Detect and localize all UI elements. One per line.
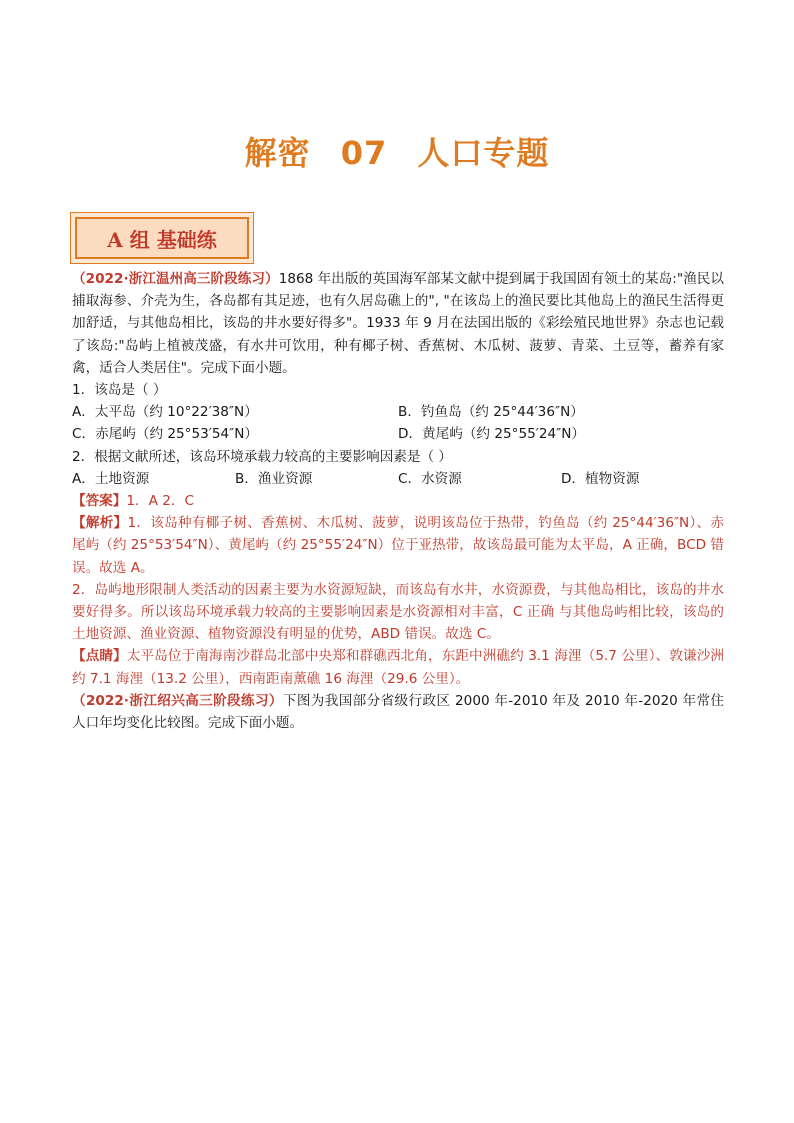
analysis-1 <box>72 512 724 579</box>
q1-option-b: B．钓鱼岛（约 25°44′36″N） <box>398 404 584 421</box>
q1-option-a: A．太平岛（约 10°22′38″N） <box>72 404 258 421</box>
q1-passage <box>72 268 724 379</box>
q2-source: （2022·浙江绍兴高三阶段练习） <box>72 692 283 709</box>
q2-passage <box>72 690 724 734</box>
note-tag: 【点睛】 <box>72 648 127 665</box>
section-header-box <box>70 212 254 264</box>
q2-option-b: B．渔业资源 <box>235 470 313 487</box>
question-1-options-row2 <box>72 423 724 445</box>
question-2-options <box>72 468 724 490</box>
q2-passage-text: 下图为我国部分省级行政区 2000 年-2010 年及 2010 年-2020 年常住人口年均变化比较图。完成下面小题。 <box>72 692 724 732</box>
q2-option-a: A．土地资源 <box>72 470 150 487</box>
note-text: 太平岛位于南海南沙群岛北部中央郑和群礁西北角，东距中洲礁约 3.1 海浬（5.7 公里）、敦谦沙洲约 7.1 海浬（13.2 公里），西南距南薰礁 16 海浬（29.6 公里）。 <box>72 648 724 687</box>
analysis-1-text: 1．该岛种有椰子树、香蕉树、木瓜树、菠萝，说明该岛位于热带，钓鱼岛（约 25°44′36″N）、赤尾屿（约 25°53′54″N）、黄尾屿（约 25°55′24″N）位于亚热带，故该岛最可能为太平岛，A 正确，BCD 错误。故选 A。 <box>72 515 724 576</box>
q1-option-c: C．赤尾屿（约 25°53′54″N） <box>72 426 258 443</box>
q2-option-d: D．植物资源 <box>561 470 640 487</box>
question-1: 1．该岛是（ ） <box>72 382 167 399</box>
q1-option-d: D．黄尾屿（约 25°55′24″N） <box>398 426 585 443</box>
q2-option-c: C．水资源 <box>398 470 462 487</box>
document-content <box>72 268 724 734</box>
q1-source: （2022·浙江温州高三阶段练习） <box>72 271 279 287</box>
question-2: 2．根据文献所述，该岛环境承载力较高的主要影响因素是（ ） <box>72 448 452 465</box>
page-title: 解密 07 人口专题 <box>244 134 550 172</box>
section-header-label: A 组 基础练 <box>75 217 249 259</box>
question-1-options <box>72 401 724 423</box>
answer-line <box>72 490 724 512</box>
answer-text: 1．A 2．C <box>126 493 194 510</box>
answer-tag: 【答案】 <box>72 493 127 510</box>
note-line <box>72 645 724 689</box>
analysis-tag: 【解析】 <box>72 515 128 532</box>
analysis-2: 2．岛屿地形限制人类活动的因素主要为水资源短缺，而该岛有水井，水资源费，与其他岛相比，该岛的井水要好得多。所以该岛环境承载力较高的主要影响因素是水资源相对丰富，C 正确 与其他岛屿相比较，该岛的土地资源、渔业资源、植物资源没有明显的优势，ABD 错误。故选 C。 <box>72 581 724 643</box>
q1-passage-text: 1868 年出版的英国海军部某文献中提到属于我国固有领土的某岛:"渔民以捕取海参、介壳为生，各岛都有其足迹，也有久居岛礁上的", "在该岛上的渔民要比其他岛上的渔民生活得更加舒适，与其他岛相比，该岛的井水要好得多"。1933 年 9 月在法国出版的《彩绘殖民地世界》杂志也记载了该岛:"岛屿上植被茂盛，有水井可饮用，种有椰子树、香蕉树、木瓜树、菠萝、青菜、土豆等，蓄养有家禽，适合人类居住"。完成下面小题。 <box>72 271 724 376</box>
